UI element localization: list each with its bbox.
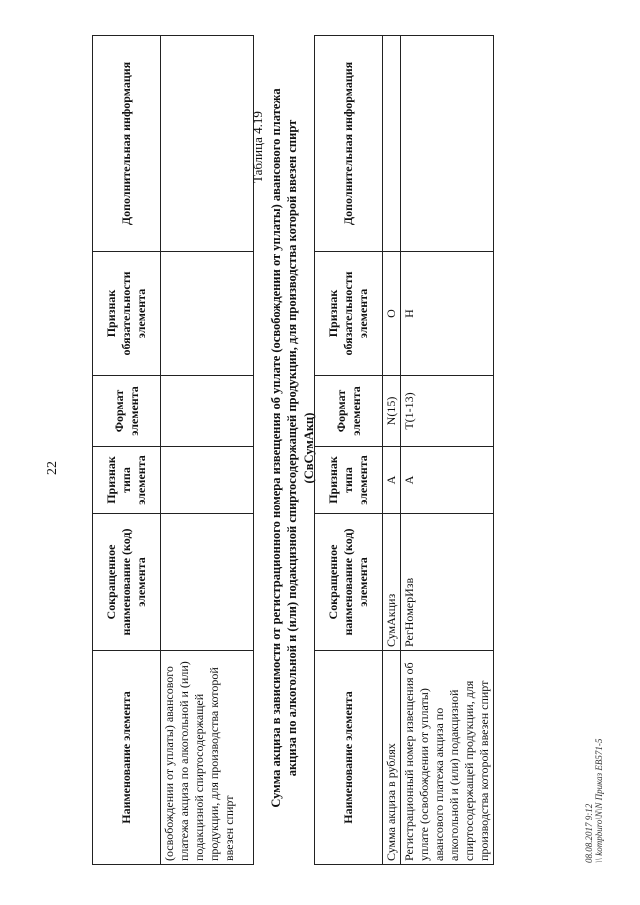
cell-element-name: (освобождении от уплаты) авансового платежа акциза по алкогольной и (или) подакцизной спиртосодержащей продукции, для производства которой ввезен спирт: [161, 651, 254, 865]
cell-element-type: [161, 447, 254, 514]
table-header-row: [315, 36, 383, 865]
header-element-required: Признак обязательности элемента: [315, 252, 383, 376]
page-number: 22: [45, 461, 60, 475]
cell-element-name: Сумма акциза в рублях: [383, 651, 401, 865]
document-page: [18, 14, 622, 883]
cell-element-required: О: [383, 252, 401, 376]
header-element-code: Сокращенное наименование (код) элемента: [315, 514, 383, 651]
table-row: [161, 36, 254, 865]
section-title-line: Сумма акциза в зависимости от регистрационного номера извещения об уплате (освобождении от уплаты) авансового платежа: [269, 88, 283, 808]
header-element-name: Наименование элемента: [315, 651, 383, 865]
header-additional-info: Дополнительная информация: [93, 36, 161, 252]
cell-element-code: [161, 514, 254, 651]
cell-additional-info: [161, 36, 254, 252]
section-title: [268, 33, 317, 863]
cell-element-required: [161, 252, 254, 376]
cell-element-name: Регистрационный номер извещения об уплате (освобождении от уплаты) авансового платежа акциза по алкогольной и (или) подакцизной спиртосодержащей продукции, для производства которой ввезен спирт: [401, 651, 494, 865]
cell-element-format: N(15): [383, 376, 401, 447]
cell-element-code: СумАкциз: [383, 514, 401, 651]
table-row: [401, 36, 494, 865]
header-element-format: Формат элемента: [93, 376, 161, 447]
stamp-date: 08.08.2017 9:12: [584, 803, 594, 863]
table-4-19: [314, 35, 494, 865]
header-element-type: Признак типа элемента: [315, 447, 383, 514]
header-element-required: Признак обязательности элемента: [93, 252, 161, 376]
cell-element-code: РегНомерИзв: [401, 514, 494, 651]
section-title-code: (СвСумАкц): [301, 412, 316, 484]
stamp-path: \\ kompburo\N\N Приказ ЕВ571-5: [594, 738, 605, 863]
header-additional-info: Дополнительная информация: [315, 36, 383, 252]
cell-element-required: Н: [401, 252, 494, 376]
cell-element-format: [161, 376, 254, 447]
cell-element-format: T(1-13): [401, 376, 494, 447]
print-stamp: [584, 739, 605, 863]
cell-element-type: А: [401, 447, 494, 514]
header-element-format: Формат элемента: [315, 376, 383, 447]
cell-additional-info: [383, 36, 401, 252]
table-header-row: [93, 36, 161, 865]
header-element-type: Признак типа элемента: [93, 447, 161, 514]
table-label: Таблица 4.19: [250, 111, 265, 183]
cell-additional-info: [401, 36, 494, 252]
table-continued: [92, 35, 254, 865]
header-element-code: Сокращенное наименование (код) элемента: [93, 514, 161, 651]
cell-element-type: А: [383, 447, 401, 514]
table-row: [383, 36, 401, 865]
section-title-line: акциза по алкогольной и (или) подакцизной спиртосодержащей продукции, для производства которой ввезен спирт: [285, 119, 300, 777]
header-element-name: Наименование элемента: [93, 651, 161, 865]
